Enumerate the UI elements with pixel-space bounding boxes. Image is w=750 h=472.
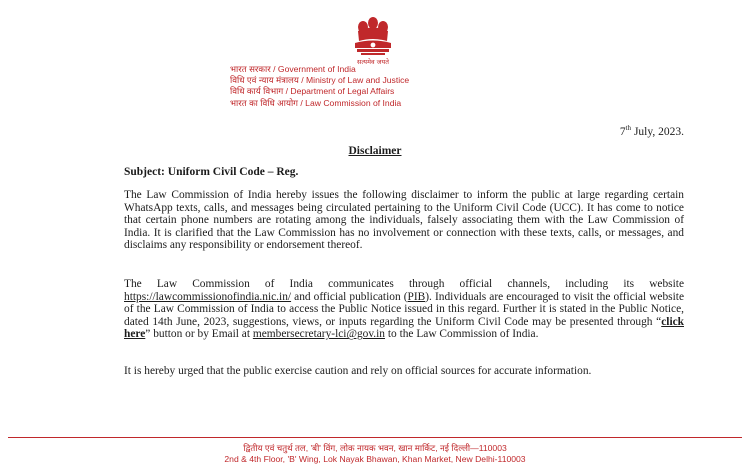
paragraph-text: to the Law Commission of India. xyxy=(385,328,539,341)
footer-address-hindi: द्वितीय एवं चतुर्थ तल, 'बी' विंग, लोक नायक भवन, खान मार्किट, नई दिल्ली—110003 xyxy=(243,443,507,453)
page-title: Disclaimer xyxy=(348,145,402,157)
paragraph-text: ” button or by Email at xyxy=(145,328,253,341)
subject-line: Subject: Uniform Civil Code – Reg. xyxy=(124,166,299,178)
letterhead-line-ministry: विधि एवं न्याय मंत्रालय / Ministry of Law and Justice xyxy=(230,75,410,86)
national-emblem-icon xyxy=(349,14,397,62)
date-day: 7 xyxy=(619,125,626,138)
website-link[interactable]: https://lawcommissionofindia.nic.in/ xyxy=(124,290,292,303)
document-date xyxy=(620,124,684,138)
click-here-link[interactable]: click here xyxy=(124,315,684,341)
letterhead-line-department: विधि कार्य विभाग / Department of Legal Affairs xyxy=(230,86,395,97)
letterhead-line-commission: भारत का विधि आयोग / Law Commission of India xyxy=(230,97,402,108)
emblem-motto: सत्यमेव जयते xyxy=(357,58,389,66)
footer-divider xyxy=(8,437,742,438)
footer-address-english: 2nd & 4th Floor, 'B' Wing, Lok Nayak Bhawan, Khan Market, New Delhi-110003 xyxy=(224,454,526,464)
paragraph-text: and official publication ( xyxy=(291,290,408,303)
date-rest: July, 2023. xyxy=(631,125,684,138)
date-suffix: th xyxy=(625,124,632,132)
paragraph-caution: It is hereby urged that the public exercise caution and rely on official sources for accurate information. xyxy=(124,365,592,377)
pib-link[interactable]: PIB xyxy=(407,290,426,303)
email-link[interactable]: membersecretary-lci@gov.in xyxy=(252,328,386,341)
paragraph-text: ). Individuals are encouraged to visit the official website of the Law Commission of India to access the Public Notice issued in this regard. Further it is stated in the Public Notice, dated 14th June, 2023, suggestions, views, or inputs regarding the Uniform Civil Code may be presented through “ xyxy=(124,290,685,328)
paragraph-text: The Law Commission of India communicates through official channels, including its website xyxy=(124,278,684,290)
paragraph-disclaimer: The Law Commission of India hereby issues the following disclaimer to inform the public at large regarding certain WhatsApp texts, calls, and messages being circulated pertaining to the Uniform Civil Code (UCC). It has come to notice that certain phone numbers are rotating among the individuals, falsely associating them with the Law Commission of India. It is clarified that the Law Commission has no involvement or connection with these texts, calls, or messages, and disclaims any responsibility or endorsement thereof. xyxy=(124,189,684,252)
footer-address xyxy=(0,443,750,465)
letterhead xyxy=(230,64,530,109)
letterhead-line-government: भारत सरकार / Government of India xyxy=(230,64,356,74)
paragraph-channels xyxy=(124,278,684,341)
